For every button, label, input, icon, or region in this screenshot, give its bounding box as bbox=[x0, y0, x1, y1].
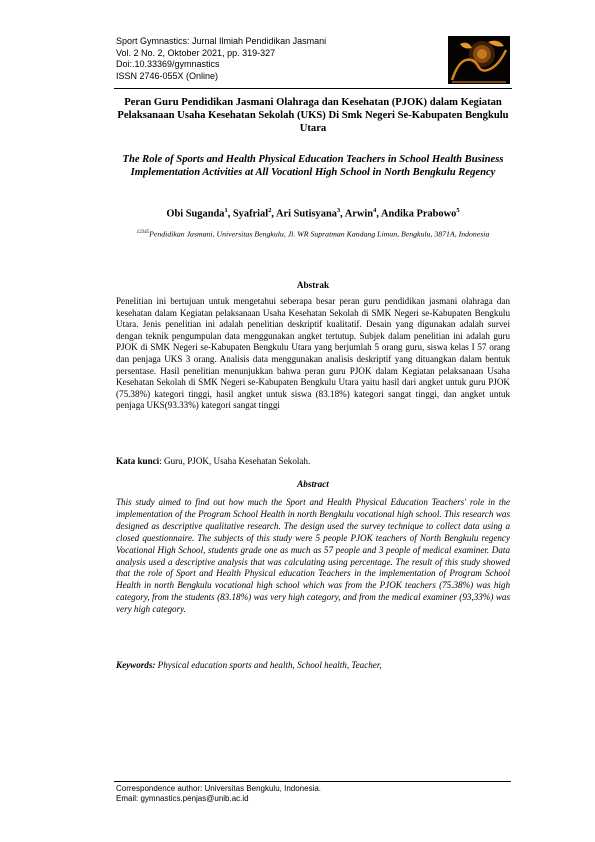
correspondence-email: Email: gymnastics.penjas@unib.ac.id bbox=[116, 794, 249, 803]
kata-kunci-label: Kata kunci bbox=[116, 456, 160, 466]
correspondence-author: Correspondence author: Universitas Bengkulu, Indonesia. bbox=[116, 784, 322, 793]
author-separator: , bbox=[340, 208, 345, 220]
gymnast-logo-icon bbox=[448, 36, 510, 84]
author-affiliation-mark: 3 bbox=[336, 207, 341, 214]
author-affiliation-mark: 2 bbox=[268, 207, 272, 214]
kata-kunci bbox=[116, 456, 510, 468]
keywords-label: Keywords: bbox=[116, 660, 156, 670]
journal-logo bbox=[448, 36, 510, 84]
journal-name: Sport Gymnastics: Jurnal Ilmiah Pendidikan Jasmani bbox=[116, 36, 327, 46]
keywords-text: Physical education sports and health, School health, Teacher, bbox=[155, 660, 382, 670]
author-separator: , bbox=[271, 208, 276, 220]
author-name: Syafrial bbox=[232, 208, 269, 220]
abstract-body: This study aimed to find out how much the Sport and Health Physical Education Teachers' role in the implementation of the Program School Health in north Bengkulu vocational high school. This research was designed as descriptive qualitative research. The design used the survey technique to collect data using a closed questionnaire. The subjects of this study were 5 people PJOK teachers of North Bengkulu regency Vocational High School, students grade one as much as 57 people and 3 people of medical examiner. Data analysis used a descriptive analysis that was calculating using percentage. The result of this study showed that the role of Sport and Health Physical education Teachers in the implementation of Program School Health in north Bengkulu vocational high school which was from the PJOK teachers (75.38%) was high category, from the students (83.18%) was very high category, and from the medical examiner (93,33%) was very high category. bbox=[116, 497, 510, 615]
author-separator: , bbox=[376, 208, 381, 220]
paper-title-indonesian: Peran Guru Pendidikan Jasmani Olahraga dan Kesehatan (PJOK) dalam Kegiatan Pelaksanaan Usaha Kesehatan Sekolah (UKS) Di Smk Negeri Se-Kabupaten Bengkulu Utara bbox=[117, 97, 509, 134]
kata-kunci-text: : Guru, PJOK, Usaha Kesehatan Sekolah. bbox=[159, 456, 311, 466]
author-name: Obi Suganda bbox=[166, 208, 225, 220]
abstrak-heading: Abstrak bbox=[296, 280, 330, 290]
footer bbox=[116, 784, 496, 804]
journal-info bbox=[116, 36, 376, 82]
affiliation-text: Pendidikan Jasmani, Universitas Bengkulu, Jl. WR Supratman Kandang Limun, Bengkulu, 3871A, Indonesia bbox=[149, 229, 490, 239]
footer-divider bbox=[114, 781, 511, 782]
author-affiliation-mark: 1 bbox=[224, 207, 228, 214]
abstract-heading: Abstract bbox=[297, 479, 329, 489]
author-name: Arwin bbox=[344, 208, 374, 220]
paper-title-english: The Role of Sports and Health Physical Education Teachers in School Health Business Implementation Activities at All Vocationl High School in North Bengkulu Regency bbox=[122, 154, 504, 178]
author-list bbox=[112, 207, 514, 219]
keywords bbox=[116, 660, 510, 672]
header-divider bbox=[114, 88, 512, 89]
journal-doi: Doi:.10.33369/gymnastics bbox=[116, 59, 220, 69]
author-name: Andika Prabowo bbox=[380, 208, 457, 220]
author-affiliation-mark: 5 bbox=[456, 207, 460, 214]
author-affiliation-mark: 4 bbox=[373, 207, 377, 214]
journal-issn: ISSN 2746-055X (Online) bbox=[116, 70, 219, 81]
affiliation-mark: 12345 bbox=[136, 230, 150, 235]
author-name: Ari Sutisyana bbox=[276, 208, 337, 220]
abstrak-body: Penelitian ini bertujuan untuk mengetahui seberapa besar peran guru pendidikan jasmani olahraga dan kesehatan dalam Kegiatan pelaksanaan Usaha Kesehatan Sekolah di SMK Negeri se-Kabupaten Bengkulu Utara. Jenis penelitian ini adalah penelitian deskriptif kualitatif. Desain yang digunakan adalah survei dengan teknik pengumpulan data menggunakan angket tertutup. Subjek dalam penelitian ini adalah guru PJOK di SMK Negeri se-Kabupaten Bengkulu Utara yang berjumlah 5 orang guru, siswa kelas I 57 orang dan penjaga UKS 3 orang. Analisis data menggunakan analisis deskriptif yang dituangkan dalam bentuk persentase. Hasil penelitian menunjukkan bahwa peran guru PJOK dalam Kegiatan pelaksanaan Usaha Kesehatan Sekolah di SMK Negeri se-Kabupaten Bengkulu Utara yaitu hasil dari angket untuk guru PJOK (75.38%) kategori tinggi, hasil angket untuk siswa (83.18%) kategori sangat tinggi, dan angket untuk penjaga UKS(93.33%) kategori sangat tinggi bbox=[116, 296, 510, 411]
affiliation bbox=[112, 227, 514, 240]
author-separator: , bbox=[227, 208, 233, 220]
journal-volume: Vol. 2 No. 2, Oktober 2021, pp. 319-327 bbox=[116, 47, 276, 58]
